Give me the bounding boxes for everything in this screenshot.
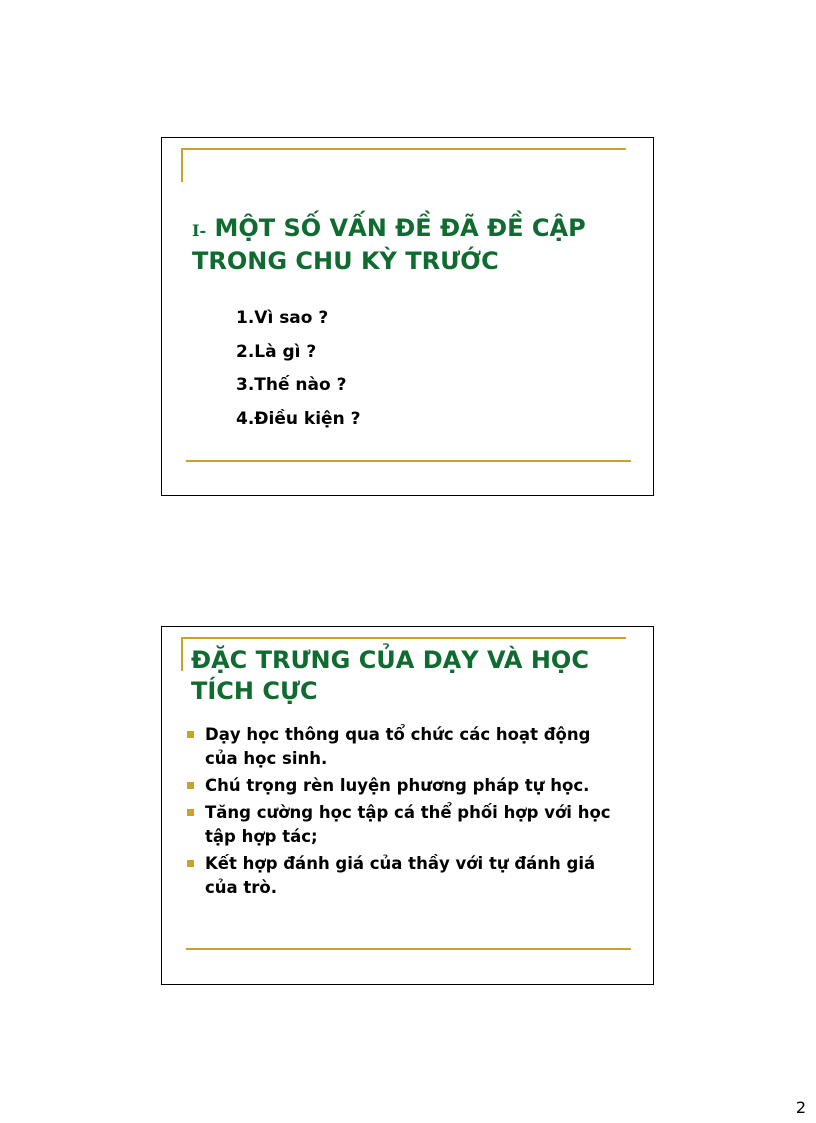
- bullet-item: [185, 801, 625, 849]
- characteristics-list: [185, 723, 625, 903]
- bullet-text: Chú trọng rèn luyện phương pháp tự học.: [205, 776, 590, 795]
- bullet-text: Dạy học thông qua tổ chức các hoạt động của học sinh.: [205, 725, 591, 768]
- question-list: [236, 302, 360, 436]
- slide-decoration-bottom-line: [186, 948, 631, 950]
- question-item: 3.Thế nào ?: [236, 375, 347, 395]
- bullet-item: [185, 774, 625, 798]
- slide-1: [161, 137, 654, 496]
- slide-decoration-top-line: [181, 637, 626, 639]
- question-item: 1.Vì sao ?: [236, 308, 329, 328]
- slide-2-title: ĐẶC TRƯNG CỦA DẠY VÀ HỌC TÍCH CỰC: [191, 646, 589, 705]
- slide-1-title: [192, 213, 632, 277]
- bullet-item: [185, 852, 625, 900]
- slide-decoration-top-line: [181, 148, 626, 150]
- slide-1-title-prefix: I-: [192, 221, 207, 240]
- slide-2: [161, 626, 654, 985]
- slide-1-title-text: MỘT SỐ VẤN ĐỀ ĐÃ ĐỀ CẬP TRONG CHU KỲ TRƯỚC: [192, 214, 586, 275]
- square-bullet-icon: [187, 809, 194, 816]
- page-number: 2: [795, 1098, 806, 1117]
- bullet-item: [185, 723, 625, 771]
- question-item: 2.Là gì ?: [236, 341, 317, 362]
- bullet-text: Kết hợp đánh giá của thầy với tự đánh giá của trò.: [205, 854, 596, 897]
- square-bullet-icon: [187, 731, 194, 738]
- bullet-text: Tăng cường học tập cá thể phối hợp với học tập hợp tác;: [205, 803, 611, 846]
- slide-decoration-bottom-line: [186, 460, 631, 462]
- question-item: 4.Điều kiện ?: [236, 408, 361, 429]
- slide-decoration-vertical: [181, 637, 183, 671]
- slide-decoration-vertical: [181, 148, 183, 182]
- square-bullet-icon: [187, 782, 194, 789]
- square-bullet-icon: [187, 860, 194, 867]
